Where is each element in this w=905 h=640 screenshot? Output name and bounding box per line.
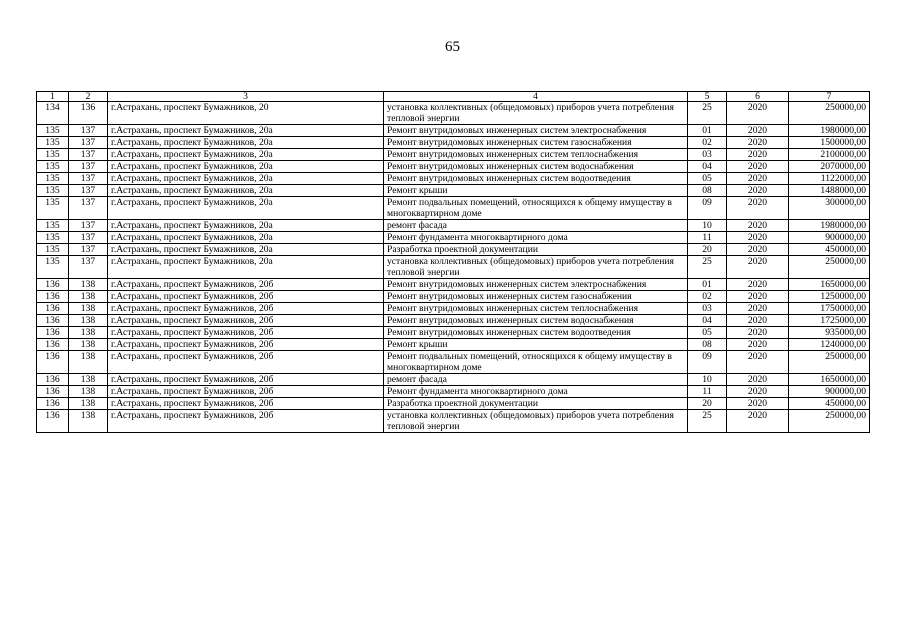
cell-year: 2020 — [727, 232, 789, 244]
cell-work-type: установка коллективных (общедомовых) приборов учета потребления тепловой энергии — [384, 256, 688, 279]
cell-work-code: 01 — [688, 279, 727, 291]
cell-work-code: 08 — [688, 185, 727, 197]
cell-work-type: Ремонт внутридомовых инженерных систем водоснабжения — [384, 161, 688, 173]
cell-cost: 1980000,00 — [789, 220, 870, 232]
cell-work-type: Ремонт внутридомовых инженерных систем электроснабжения — [384, 279, 688, 291]
cell-house-number: 137 — [69, 197, 108, 220]
cell-row-number: 135 — [37, 149, 69, 161]
cell-row-number: 136 — [37, 291, 69, 303]
cell-cost: 250000,00 — [789, 256, 870, 279]
cell-year: 2020 — [727, 327, 789, 339]
cell-work-type: Ремонт внутридомовых инженерных систем теплоснабжения — [384, 303, 688, 315]
cell-work-type: Ремонт внутридомовых инженерных систем водоснабжения — [384, 315, 688, 327]
cell-house-number: 136 — [69, 102, 108, 125]
cell-year: 2020 — [727, 102, 789, 125]
cell-work-type: установка коллективных (общедомовых) приборов учета потребления тепловой энергии — [384, 102, 688, 125]
cell-year: 2020 — [727, 197, 789, 220]
cell-address: г.Астрахань, проспект Бумажников, 20б — [108, 279, 384, 291]
column-header-7: 7 — [789, 92, 870, 102]
cell-house-number: 138 — [69, 315, 108, 327]
cell-house-number: 138 — [69, 279, 108, 291]
cell-work-code: 20 — [688, 244, 727, 256]
cell-house-number: 138 — [69, 374, 108, 386]
table-row — [37, 197, 870, 220]
cell-house-number: 138 — [69, 339, 108, 351]
cell-house-number: 138 — [69, 303, 108, 315]
cell-address: г.Астрахань, проспект Бумажников, 20б — [108, 351, 384, 374]
table-row — [37, 303, 870, 315]
cell-address: г.Астрахань, проспект Бумажников, 20б — [108, 339, 384, 351]
cell-work-type: Ремонт подвальных помещений, относящихся к общему имуществу в многоквартирном доме — [384, 197, 688, 220]
column-header-4: 4 — [384, 92, 688, 102]
table-row — [37, 256, 870, 279]
cell-address: г.Астрахань, проспект Бумажников, 20а — [108, 161, 384, 173]
cell-work-type: Ремонт внутридомовых инженерных систем водоотведения — [384, 327, 688, 339]
cell-address: г.Астрахань, проспект Бумажников, 20а — [108, 173, 384, 185]
cell-year: 2020 — [727, 351, 789, 374]
cell-work-code: 04 — [688, 161, 727, 173]
cell-year: 2020 — [727, 244, 789, 256]
table-row — [37, 125, 870, 137]
cell-work-code: 05 — [688, 173, 727, 185]
cell-work-code: 25 — [688, 410, 727, 433]
cell-address: г.Астрахань, проспект Бумажников, 20б — [108, 291, 384, 303]
table-row — [37, 102, 870, 125]
cell-row-number: 136 — [37, 339, 69, 351]
cell-address: г.Астрахань, проспект Бумажников, 20б — [108, 327, 384, 339]
column-header-3: 3 — [108, 92, 384, 102]
cell-work-code: 03 — [688, 149, 727, 161]
cell-work-code: 05 — [688, 327, 727, 339]
cell-work-type: Ремонт внутридомовых инженерных систем электроснабжения — [384, 125, 688, 137]
cell-work-code: 03 — [688, 303, 727, 315]
cell-address: г.Астрахань, проспект Бумажников, 20а — [108, 256, 384, 279]
cell-address: г.Астрахань, проспект Бумажников, 20а — [108, 232, 384, 244]
cell-address: г.Астрахань, проспект Бумажников, 20б — [108, 386, 384, 398]
table-row — [37, 161, 870, 173]
cell-work-code: 10 — [688, 220, 727, 232]
cell-work-code: 04 — [688, 315, 727, 327]
cell-house-number: 137 — [69, 220, 108, 232]
cell-work-type: Ремонт внутридомовых инженерных систем водоотведения — [384, 173, 688, 185]
cell-row-number: 134 — [37, 102, 69, 125]
cell-cost: 2070000,00 — [789, 161, 870, 173]
cell-year: 2020 — [727, 125, 789, 137]
cell-work-code: 02 — [688, 137, 727, 149]
column-header-2: 2 — [69, 92, 108, 102]
cell-work-type: Ремонт внутридомовых инженерных систем газоснабжения — [384, 137, 688, 149]
cell-year: 2020 — [727, 137, 789, 149]
cell-address: г.Астрахань, проспект Бумажников, 20а — [108, 197, 384, 220]
table-row — [37, 149, 870, 161]
cell-address: г.Астрахань, проспект Бумажников, 20а — [108, 149, 384, 161]
cell-address: г.Астрахань, проспект Бумажников, 20б — [108, 374, 384, 386]
cell-house-number: 137 — [69, 256, 108, 279]
cell-year: 2020 — [727, 374, 789, 386]
cell-work-code: 25 — [688, 102, 727, 125]
table-row — [37, 386, 870, 398]
table-row — [37, 279, 870, 291]
table-row — [37, 327, 870, 339]
cell-row-number: 136 — [37, 279, 69, 291]
cell-work-code: 11 — [688, 386, 727, 398]
cell-row-number: 136 — [37, 315, 69, 327]
cell-work-code: 10 — [688, 374, 727, 386]
table-row — [37, 315, 870, 327]
cell-work-code: 09 — [688, 197, 727, 220]
cell-year: 2020 — [727, 279, 789, 291]
cell-house-number: 137 — [69, 244, 108, 256]
cell-address: г.Астрахань, проспект Бумажников, 20 — [108, 102, 384, 125]
cell-work-code: 08 — [688, 339, 727, 351]
cell-work-type: Ремонт фундамента многоквартирного дома — [384, 386, 688, 398]
cell-year: 2020 — [727, 398, 789, 410]
cell-cost: 1750000,00 — [789, 303, 870, 315]
cell-year: 2020 — [727, 220, 789, 232]
cell-work-type: Ремонт подвальных помещений, относящихся к общему имуществу в многоквартирном доме — [384, 351, 688, 374]
cell-row-number: 136 — [37, 327, 69, 339]
cell-row-number: 136 — [37, 410, 69, 433]
cell-address: г.Астрахань, проспект Бумажников, 20а — [108, 220, 384, 232]
table-row — [37, 291, 870, 303]
cell-cost: 250000,00 — [789, 410, 870, 433]
table-row — [37, 339, 870, 351]
cell-work-type: Ремонт фундамента многоквартирного дома — [384, 232, 688, 244]
cell-year: 2020 — [727, 303, 789, 315]
cell-row-number: 135 — [37, 256, 69, 279]
table-row — [37, 351, 870, 374]
cell-year: 2020 — [727, 410, 789, 433]
cell-cost: 1488000,00 — [789, 185, 870, 197]
cell-house-number: 138 — [69, 291, 108, 303]
cell-cost: 1650000,00 — [789, 279, 870, 291]
cell-cost: 900000,00 — [789, 232, 870, 244]
cell-cost: 250000,00 — [789, 102, 870, 125]
cell-row-number: 135 — [37, 137, 69, 149]
cell-cost: 1500000,00 — [789, 137, 870, 149]
cell-address: г.Астрахань, проспект Бумажников, 20б — [108, 315, 384, 327]
cell-row-number: 135 — [37, 185, 69, 197]
cell-row-number: 135 — [37, 232, 69, 244]
cell-work-type: Ремонт внутридомовых инженерных систем теплоснабжения — [384, 149, 688, 161]
cell-work-code: 01 — [688, 125, 727, 137]
cell-row-number: 136 — [37, 386, 69, 398]
table-row — [37, 173, 870, 185]
cell-work-type: ремонт фасада — [384, 220, 688, 232]
cell-address: г.Астрахань, проспект Бумажников, 20б — [108, 398, 384, 410]
cell-work-code: 02 — [688, 291, 727, 303]
cell-work-type: Разработка проектной документации — [384, 244, 688, 256]
cell-work-type: Ремонт крыши — [384, 185, 688, 197]
works-table — [36, 91, 870, 433]
page-number: 65 — [445, 39, 460, 55]
column-header-5: 5 — [688, 92, 727, 102]
cell-cost: 935000,00 — [789, 327, 870, 339]
cell-year: 2020 — [727, 256, 789, 279]
table-row — [37, 232, 870, 244]
cell-cost: 1240000,00 — [789, 339, 870, 351]
cell-work-type: Ремонт внутридомовых инженерных систем газоснабжения — [384, 291, 688, 303]
cell-house-number: 138 — [69, 351, 108, 374]
cell-cost: 450000,00 — [789, 244, 870, 256]
cell-year: 2020 — [727, 173, 789, 185]
cell-house-number: 138 — [69, 410, 108, 433]
cell-work-code: 25 — [688, 256, 727, 279]
cell-work-code: 11 — [688, 232, 727, 244]
cell-work-type: Разработка проектной документации — [384, 398, 688, 410]
cell-cost: 1250000,00 — [789, 291, 870, 303]
cell-address: г.Астрахань, проспект Бумажников, 20б — [108, 410, 384, 433]
cell-row-number: 136 — [37, 303, 69, 315]
cell-cost: 1980000,00 — [789, 125, 870, 137]
cell-address: г.Астрахань, проспект Бумажников, 20а — [108, 185, 384, 197]
cell-row-number: 135 — [37, 197, 69, 220]
cell-cost: 900000,00 — [789, 386, 870, 398]
cell-house-number: 137 — [69, 125, 108, 137]
cell-year: 2020 — [727, 339, 789, 351]
table-row — [37, 185, 870, 197]
table-row — [37, 410, 870, 433]
cell-cost: 2100000,00 — [789, 149, 870, 161]
cell-cost: 250000,00 — [789, 351, 870, 374]
cell-house-number: 137 — [69, 149, 108, 161]
cell-cost: 1650000,00 — [789, 374, 870, 386]
column-header-1: 1 — [37, 92, 69, 102]
cell-work-code: 20 — [688, 398, 727, 410]
cell-cost: 1122000,00 — [789, 173, 870, 185]
cell-cost: 450000,00 — [789, 398, 870, 410]
cell-house-number: 138 — [69, 327, 108, 339]
table-row — [37, 137, 870, 149]
cell-cost: 300000,00 — [789, 197, 870, 220]
cell-work-type: ремонт фасада — [384, 374, 688, 386]
cell-row-number: 135 — [37, 125, 69, 137]
cell-house-number: 138 — [69, 398, 108, 410]
cell-row-number: 135 — [37, 173, 69, 185]
cell-row-number: 135 — [37, 161, 69, 173]
cell-house-number: 137 — [69, 185, 108, 197]
cell-address: г.Астрахань, проспект Бумажников, 20а — [108, 125, 384, 137]
column-header-6: 6 — [727, 92, 789, 102]
cell-house-number: 137 — [69, 161, 108, 173]
cell-work-type: установка коллективных (общедомовых) приборов учета потребления тепловой энергии — [384, 410, 688, 433]
cell-row-number: 135 — [37, 244, 69, 256]
cell-house-number: 137 — [69, 232, 108, 244]
cell-row-number: 135 — [37, 220, 69, 232]
cell-row-number: 136 — [37, 398, 69, 410]
cell-house-number: 137 — [69, 173, 108, 185]
cell-address: г.Астрахань, проспект Бумажников, 20а — [108, 137, 384, 149]
cell-work-type: Ремонт крыши — [384, 339, 688, 351]
cell-year: 2020 — [727, 149, 789, 161]
cell-address: г.Астрахань, проспект Бумажников, 20а — [108, 244, 384, 256]
cell-row-number: 136 — [37, 351, 69, 374]
cell-cost: 1725000,00 — [789, 315, 870, 327]
cell-house-number: 137 — [69, 137, 108, 149]
cell-year: 2020 — [727, 185, 789, 197]
table-row — [37, 220, 870, 232]
header-row — [37, 92, 870, 102]
cell-year: 2020 — [727, 161, 789, 173]
cell-year: 2020 — [727, 315, 789, 327]
cell-house-number: 138 — [69, 386, 108, 398]
table-body — [37, 102, 870, 433]
table-row — [37, 244, 870, 256]
table-row — [37, 374, 870, 386]
table-row — [37, 398, 870, 410]
cell-year: 2020 — [727, 291, 789, 303]
cell-work-code: 09 — [688, 351, 727, 374]
cell-address: г.Астрахань, проспект Бумажников, 20б — [108, 303, 384, 315]
cell-year: 2020 — [727, 386, 789, 398]
cell-row-number: 136 — [37, 374, 69, 386]
